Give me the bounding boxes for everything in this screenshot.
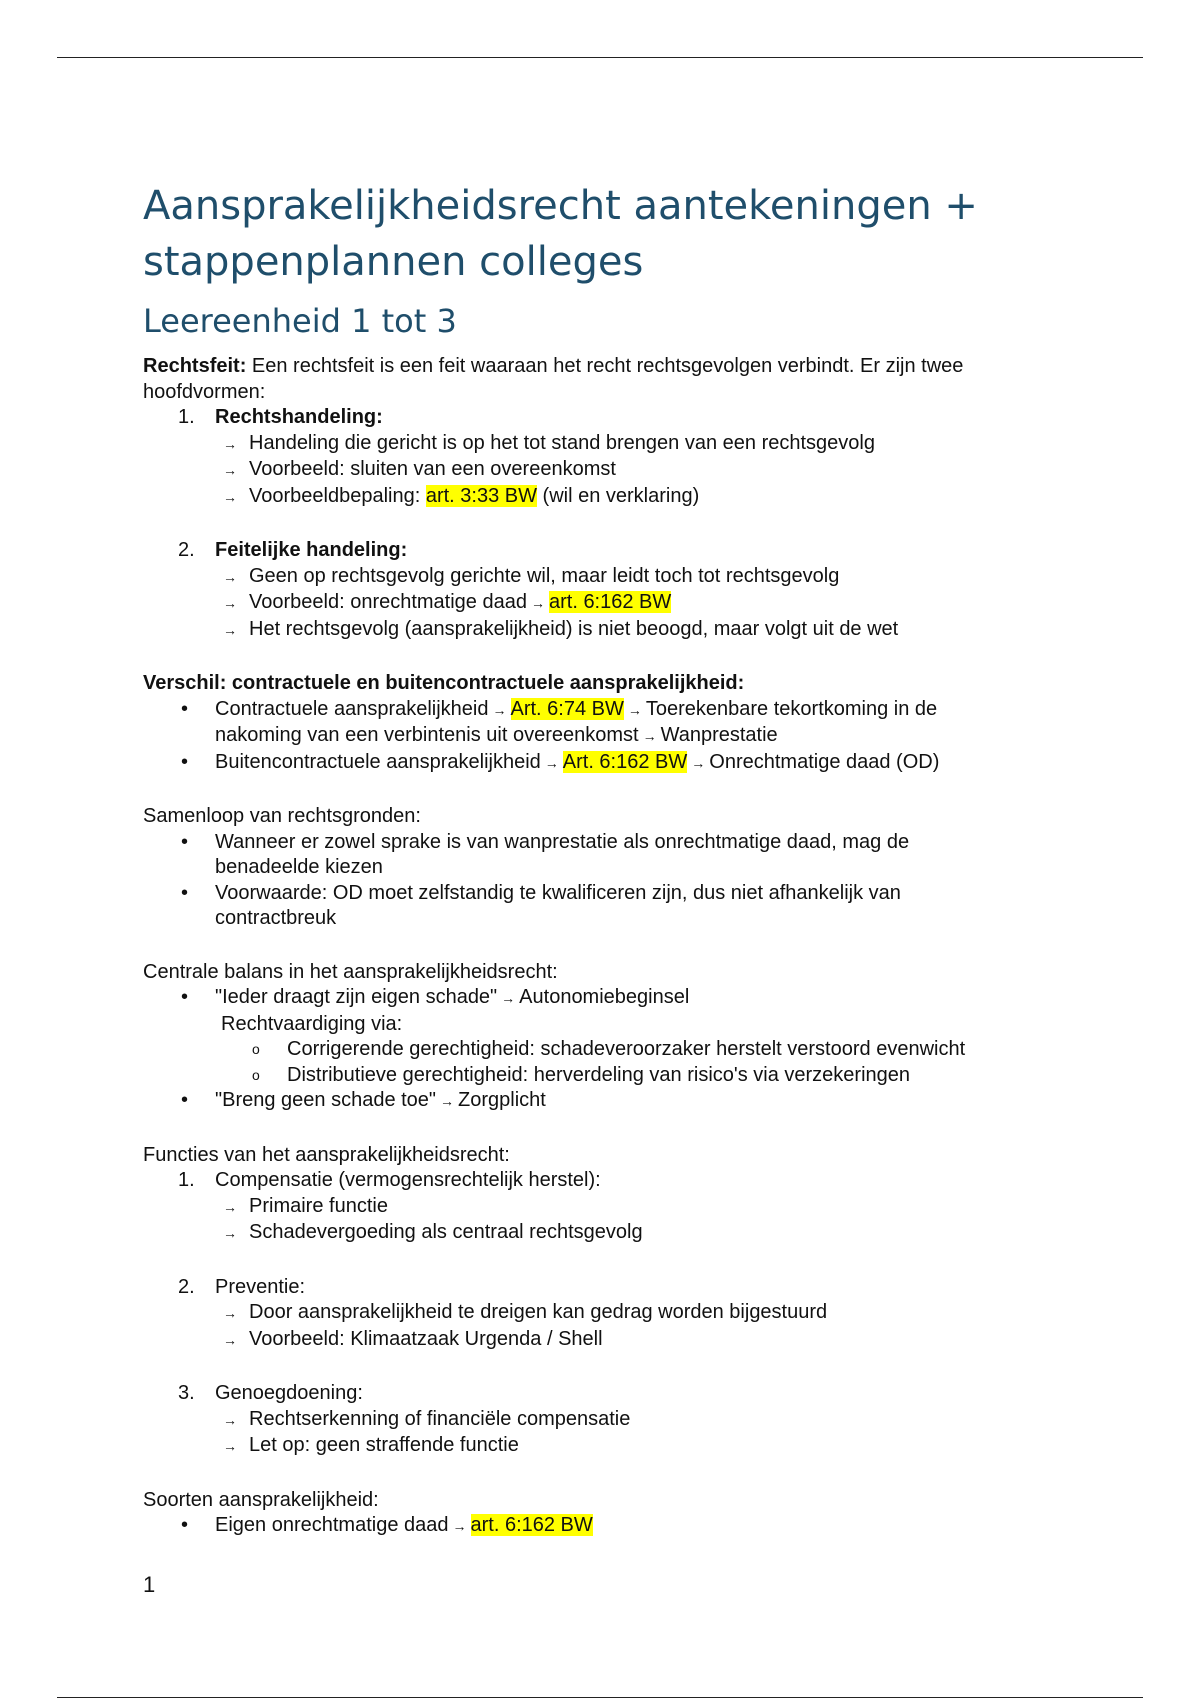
list-number: 3. <box>178 1382 195 1404</box>
sub-text: Geen op rechtsgevolg gerichte wil, maar leidt toch tot rechtsgevolg <box>249 564 840 587</box>
title-line-1: Aansprakelijkheidsrecht aantekeningen + <box>143 183 978 229</box>
list-heading: Rechtshandeling: <box>215 406 383 428</box>
sub-text: Distributieve gerechtigheid: herverdeling van risico's via verzekeringen <box>287 1063 911 1086</box>
bullet-text: nakoming van een verbintenis uit overeenkomst <box>215 724 639 746</box>
bullet-item <box>143 750 1073 777</box>
bullet-item <box>143 1513 1073 1540</box>
soorten-heading: Soorten aansprakelijkheid: <box>143 1488 379 1511</box>
arrow-icon: → <box>501 990 516 1006</box>
rechtsfeit-text: Een rechtsfeit is een feit waaraan het recht rechtsgevolgen verbindt. Er zijn twee hoofdvormen: <box>143 355 964 403</box>
bullet-text: Toerekenbare tekortkoming in de <box>645 697 938 720</box>
arrow-icon: → <box>530 595 545 611</box>
list-number: 1. <box>178 1169 195 1191</box>
arrow-icon: → <box>492 701 507 718</box>
bullet-text: Onrechtmatige daad (OD) <box>709 750 940 773</box>
verschil-heading-text: Verschil: contractuele en buitencontractuele aansprakelijkheid: <box>143 672 745 694</box>
arrow-icon: → <box>627 701 642 718</box>
list-item <box>143 538 1073 564</box>
rechtvaardiging-label: Rechtvaardiging via: <box>221 1012 403 1035</box>
sub-item <box>143 590 1073 617</box>
list-item <box>143 1168 1073 1194</box>
bullet-text: benadeelde kiezen <box>215 856 383 878</box>
arrow-icon: → <box>223 595 237 611</box>
bullet-text: Contractuele aansprakelijkheid <box>215 697 489 720</box>
rechtsfeit-label: Rechtsfeit: <box>143 355 247 377</box>
highlighted-article: Art. 6:74 BW <box>510 697 624 720</box>
sub-text: Voorbeeld: Klimaatzaak Urgenda / Shell <box>249 1327 603 1350</box>
sub-text: Let op: geen straffende functie <box>249 1434 519 1456</box>
bullet-text: Wanneer er zowel sprake is van wanprestatie als onrechtmatige daad, mag de <box>215 830 910 853</box>
functies-heading: Functies van het aansprakelijkheidsrecht: <box>143 1143 510 1166</box>
bullet-icon: • <box>181 1514 189 1536</box>
bullet-text: Zorgplicht <box>458 1089 546 1111</box>
list-number: 2. <box>178 1275 195 1298</box>
section-heading: Leereenheid 1 tot 3 <box>143 302 457 340</box>
list-item <box>143 405 1073 431</box>
list-heading: Feitelijke handeling: <box>215 539 408 561</box>
document-body <box>143 178 1073 1540</box>
bullet-icon: • <box>181 830 189 853</box>
sub-text: Corrigerende gerechtigheid: schadeveroorzaker herstelt verstoord evenwicht <box>287 1038 966 1060</box>
arrow-icon: → <box>223 1331 237 1348</box>
header-rule <box>57 57 1143 58</box>
sub-bullet-item <box>143 1037 1073 1063</box>
list-heading: Compensatie (vermogensrechtelijk herstel): <box>215 1169 601 1191</box>
list-heading: Preventie: <box>215 1275 306 1298</box>
sub-text: Handeling die gericht is op het tot stand brengen van een rechtsgevolg <box>249 431 875 454</box>
bullet-text: contractbreuk <box>215 907 337 929</box>
document-title <box>143 178 1073 290</box>
arrow-icon: → <box>223 568 237 585</box>
bullet-text: Wanprestatie <box>660 724 778 746</box>
list-item <box>143 1275 1073 1301</box>
arrow-icon: → <box>223 1305 237 1321</box>
circle-bullet-icon: o <box>252 1066 260 1083</box>
bullet-item <box>143 697 1073 750</box>
bullet-text: Eigen onrechtmatige daad <box>215 1514 449 1536</box>
list-heading: Genoegdoening: <box>215 1382 363 1404</box>
sub-text: Voorbeeld: onrechtmatige daad <box>249 591 527 613</box>
bullet-icon: • <box>181 986 189 1008</box>
arrow-icon: → <box>223 621 237 638</box>
list-item <box>143 1381 1073 1407</box>
page-number: 1 <box>143 1572 156 1597</box>
arrow-icon: → <box>691 754 706 771</box>
arrow-icon: → <box>440 1093 455 1109</box>
arrow-icon: → <box>223 462 237 478</box>
arrow-icon: → <box>642 728 657 744</box>
sub-item <box>143 1433 1073 1460</box>
arrow-icon: → <box>223 1198 237 1215</box>
sub-item <box>143 1407 1073 1434</box>
samenloop-heading: Samenloop van rechtsgronden: <box>143 805 421 827</box>
sub-text: Voorbeeldbepaling: <box>249 484 426 507</box>
highlighted-article: art. 3:33 BW <box>425 484 537 507</box>
sub-item <box>143 1194 1073 1221</box>
list-number: 2. <box>178 539 195 561</box>
bullet-icon: • <box>181 881 189 904</box>
circle-bullet-icon: o <box>252 1041 260 1057</box>
bullet-item <box>143 985 1073 1012</box>
rechtsfeit-paragraph <box>143 354 1073 405</box>
sub-item <box>143 1327 1073 1354</box>
bullet-icon: • <box>181 1089 189 1111</box>
sub-text: (wil en verklaring) <box>536 484 700 507</box>
highlighted-article: art. 6:162 BW <box>548 591 672 613</box>
sub-text: Het rechtsgevolg (aansprakelijkheid) is niet beoogd, maar volgt uit de wet <box>249 617 899 640</box>
sub-text: Door aansprakelijkheid te dreigen kan gedrag worden bijgestuurd <box>249 1301 828 1323</box>
bullet-text: "Ieder draagt zijn eigen schade" <box>215 986 498 1008</box>
sub-item <box>143 1220 1073 1247</box>
sub-item <box>143 617 1073 644</box>
sub-text: Voorbeeld: sluiten van een overeenkomst <box>249 458 616 480</box>
bullet-item <box>143 1088 1073 1115</box>
bullet-text: Autonomiebeginsel <box>519 986 690 1008</box>
bullet-item <box>143 881 1073 932</box>
sub-item <box>143 457 1073 484</box>
arrow-icon: → <box>223 488 237 505</box>
verschil-heading <box>143 671 1073 697</box>
arrow-icon: → <box>223 1438 237 1454</box>
bullet-icon: • <box>181 750 189 773</box>
bullet-icon: • <box>181 697 189 720</box>
highlighted-article: art. 6:162 BW <box>470 1514 593 1536</box>
bullet-text: "Breng geen schade toe" <box>215 1089 437 1111</box>
sub-bullet-item <box>143 1063 1073 1089</box>
sub-item <box>143 1300 1073 1327</box>
arrow-icon: → <box>223 1225 237 1241</box>
arrow-icon: → <box>452 1518 467 1534</box>
sub-text: Schadevergoeding als centraal rechtsgevolg <box>249 1221 643 1243</box>
bullet-text: Buitencontractuele aansprakelijkheid <box>215 750 541 773</box>
list-number: 1. <box>178 406 195 428</box>
balans-heading: Centrale balans in het aansprakelijkheidsrecht: <box>143 960 558 983</box>
sub-item <box>143 431 1073 458</box>
sub-item <box>143 484 1073 511</box>
arrow-icon: → <box>223 1411 237 1428</box>
footer-rule <box>57 1697 1143 1698</box>
arrow-icon: → <box>544 754 559 771</box>
title-line-2: stappenplannen colleges <box>143 239 644 285</box>
bullet-text: Voorwaarde: OD moet zelfstandig te kwalificeren zijn, dus niet afhankelijk van <box>215 881 901 904</box>
bullet-item <box>143 830 1073 881</box>
arrow-icon: → <box>223 435 237 452</box>
sub-text: Rechtserkenning of financiële compensatie <box>249 1407 631 1430</box>
highlighted-article: Art. 6:162 BW <box>562 750 688 773</box>
sub-item <box>143 564 1073 591</box>
sub-text: Primaire functie <box>249 1194 388 1217</box>
